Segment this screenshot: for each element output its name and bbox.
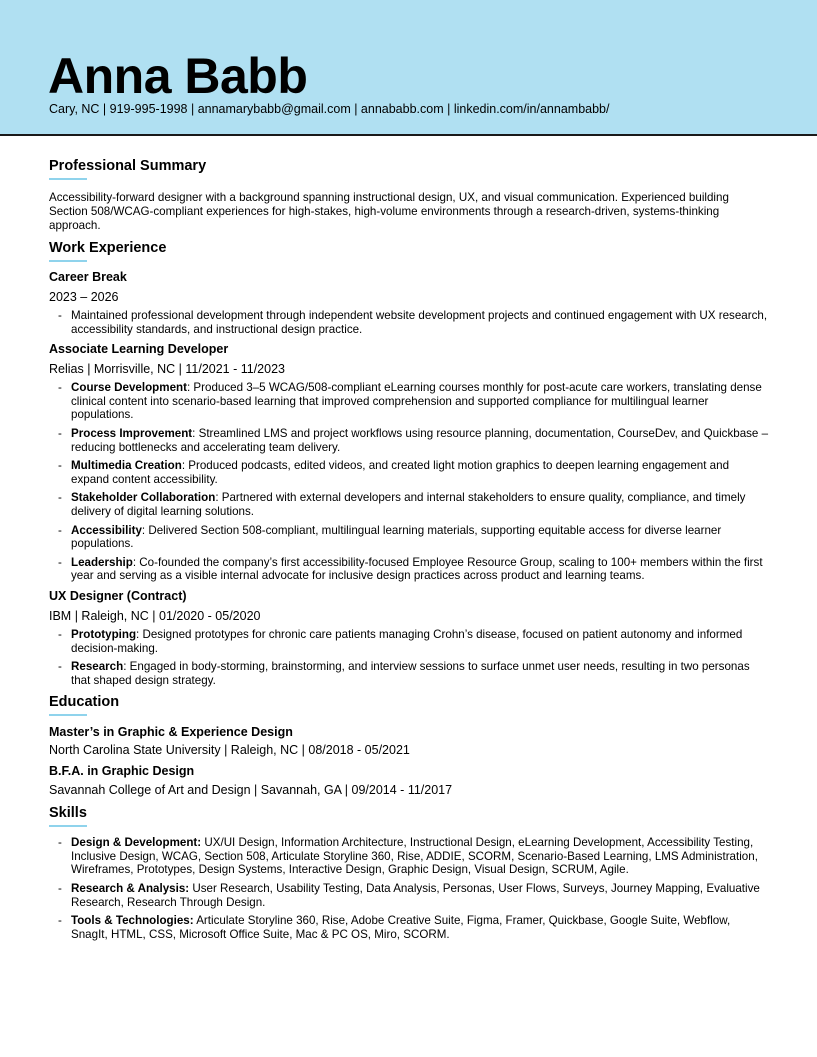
job-entry	[49, 342, 769, 583]
list-item	[49, 459, 769, 486]
section-title-summary: Professional Summary	[49, 158, 769, 180]
list-item	[49, 491, 769, 518]
skill-text: User Research, Usability Testing, Data Analysis, Personas, User Flows, Surveys, Journey Mapping, Evaluative Research, Research Through Design.	[71, 882, 760, 909]
skill-category: Research & Analysis:	[71, 882, 190, 896]
bullet-label: Research	[71, 660, 124, 674]
list-item	[49, 381, 769, 422]
job-title: Career Break	[49, 270, 127, 284]
job-bullets	[49, 309, 769, 336]
school-details: North Carolina State University | Raleigh, NC | 08/2018 - 05/2021	[49, 743, 410, 758]
education-entry	[49, 764, 769, 798]
job-entry	[49, 589, 769, 687]
skill-category: Design & Development:	[71, 836, 202, 850]
education-section	[49, 694, 769, 798]
job-details: Relias | Morrisville, NC | 11/2021 - 11/2023	[49, 362, 285, 377]
professional-summary-section	[49, 158, 769, 233]
list-item	[49, 914, 769, 941]
list-item	[49, 427, 769, 454]
resume-body	[49, 151, 769, 946]
list-item	[49, 882, 769, 909]
job-details: IBM | Raleigh, NC | 01/2020 - 05/2020	[49, 608, 261, 623]
skill-text: Articulate Storyline 360, Rise, Adobe Creative Suite, Figma, Framer, Quickbase, Google Suite, Webflow, SnagIt, HTML, CSS, Microsoft Office Suite, Mac & PC OS, Miro, SCORM.	[71, 914, 731, 941]
bullet-text: : Delivered Section 508-compliant, multilingual learning materials, supporting equitable access for diverse learner populations.	[71, 523, 722, 551]
list-item	[49, 836, 769, 877]
bullet-label: Accessibility	[71, 523, 142, 537]
skills-section	[49, 805, 769, 941]
skills-list	[49, 836, 769, 941]
bullet-text: : Partnered with external developers and internal stakeholders to ensure quality, compliance, and timely delivery of digital learning solutions.	[71, 491, 746, 518]
bullet-label: Multimedia Creation	[71, 459, 182, 473]
list-item	[49, 628, 769, 655]
bullet-text: : Co-founded the company’s first accessibility-focused Employee Resource Group, scaling to 100+ members within the first year and serving as a visible internal advocate for inclusive design practices across product and learning teams.	[71, 555, 763, 583]
list-item	[49, 556, 769, 583]
contact-line: Cary, NC | 919-995-1998 | annamarybabb@gmail.com | annababb.com | linkedin.com/in/annambabb/	[49, 102, 610, 116]
job-bullets	[49, 381, 769, 583]
list-item	[49, 309, 769, 336]
skill-category: Tools & Technologies:	[71, 914, 194, 928]
bullet-text: : Produced podcasts, edited videos, and created light motion graphics to deepen learning engagement and expand content accessibility.	[71, 459, 730, 486]
education-entry	[49, 725, 769, 758]
bullet-text: Maintained professional development through independent website development projects and continued engagement with UX research, accessibility standards, and instructional design practice.	[71, 309, 768, 336]
section-title-education: Education	[49, 694, 769, 716]
bullet-label: Leadership	[71, 555, 133, 569]
school-details: Savannah College of Art and Design | Savannah, GA | 09/2014 - 11/2017	[49, 783, 453, 798]
skill-text: UX/UI Design, Information Architecture, Instructional Design, eLearning Development, Accessibility Testing, Inclusive Design, WCAG, Section 508, Articulate Storyline 360, Rise, ADDIE, SCORM, Scenario-Based Learning, LMS Administration, Wireframes, Prototypes, Design Systems, Interactive Design, Graphic Design, Visual Design, SCRUM, Agile.	[71, 836, 758, 877]
degree-title: B.F.A. in Graphic Design	[49, 764, 195, 779]
bullet-text: : Streamlined LMS and project workflows using resource planning, documentation, CourseDev, and Quickbase – reducing bottlenecks and accelerating team delivery.	[71, 426, 769, 454]
job-title: Associate Learning Developer	[49, 342, 229, 357]
resume-header	[0, 0, 817, 136]
bullet-label: Prototyping	[71, 627, 137, 641]
job-entry	[49, 270, 769, 336]
job-title: UX Designer (Contract)	[49, 588, 187, 603]
bullet-label: Process Improvement	[71, 426, 193, 440]
bullet-text: : Designed prototypes for chronic care patients managing Crohn’s disease, focused on patient autonomy and informed decision-making.	[71, 627, 743, 655]
bullet-text: : Engaged in body-storming, brainstorming, and interview sessions to surface unmet user needs, resulting in two personas that shaped design strategy.	[71, 660, 750, 687]
list-item	[49, 524, 769, 551]
list-item	[49, 660, 769, 687]
bullet-label: Course Development	[71, 381, 187, 395]
section-title-work: Work Experience	[49, 240, 769, 262]
work-experience-section	[49, 240, 769, 687]
degree-title: Master’s in Graphic & Experience Design	[49, 725, 293, 740]
bullet-label: Stakeholder Collaboration	[71, 491, 216, 505]
job-bullets	[49, 628, 769, 687]
summary-text: Accessibility-forward designer with a background spanning instructional design, UX, and visual communication. Experienced building Section 508/WCAG-compliant experiences for high-stakes, high-volume environments through a research-driven, systems-thinking approach.	[49, 191, 729, 232]
candidate-name: Anna Babb	[48, 48, 308, 104]
section-title-skills: Skills	[49, 805, 769, 827]
bullet-text: : Produced 3–5 WCAG/508-compliant eLearning courses monthly for post-acute care workers, translating dense clinical content into scenario-based learning that improved comprehension and supported compliance for multilingual learner populations.	[71, 381, 762, 422]
job-details: 2023 – 2026	[49, 290, 119, 304]
